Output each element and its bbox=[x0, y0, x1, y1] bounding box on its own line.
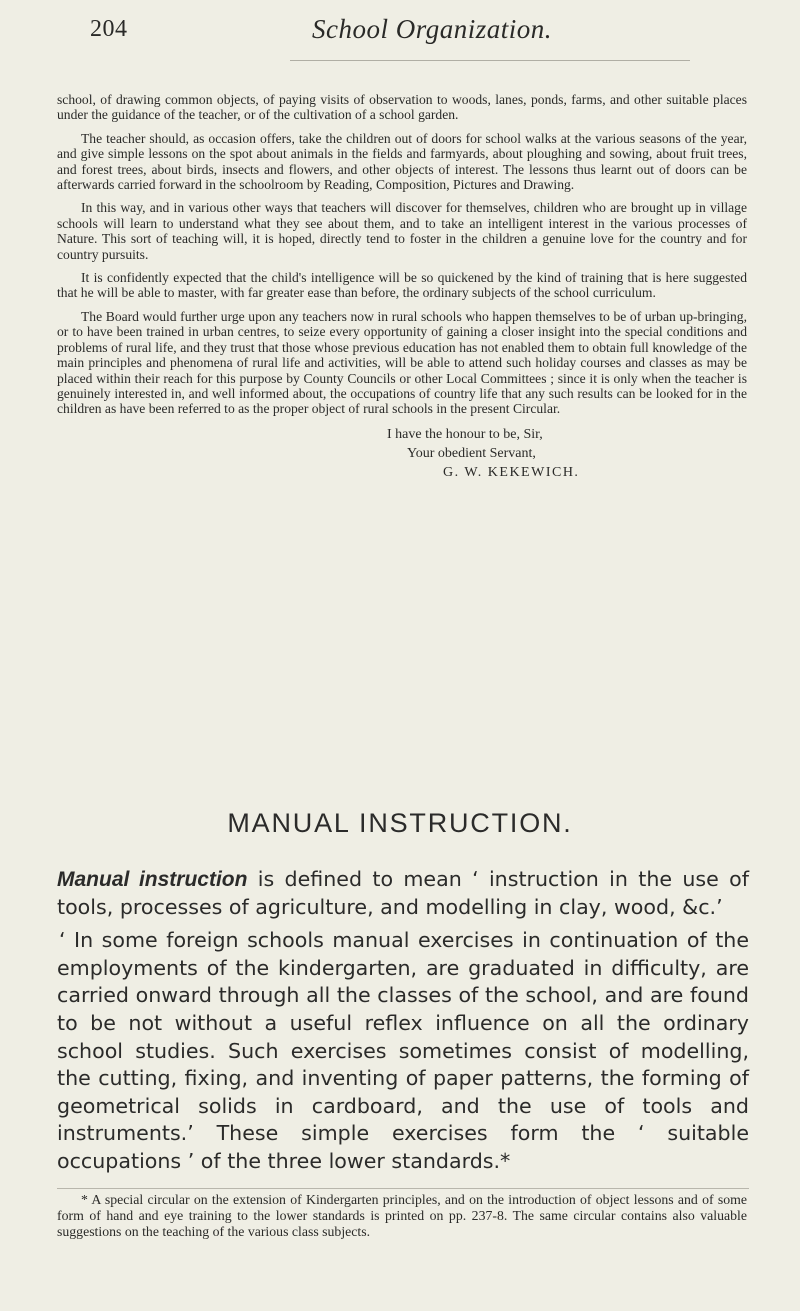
valediction-line: Your obedient Servant, bbox=[407, 445, 536, 461]
definition-text: is defined to mean ‘ instruction in the use of tools, processes of agriculture, and modelling in clay, wood, &c.’ bbox=[57, 867, 749, 919]
main-body bbox=[57, 866, 749, 1182]
main-paragraph: ‘ In some foreign schools manual exercises in continuation of the employments of the kindergarten, are graduated in difficulty, are carried onward through all the classes of the school, and are found to be not without a useful reflex influence on all the ordinary school studies. Such exercises sometimes consist of modelling, the cutting, fixing, and inventing of paper patterns, the forming of geometrical solids in cardboard, and the use of tools and instruments.’ These simple exercises form the ‘ suitable occupations ’ of the three lower standards.* bbox=[57, 928, 749, 1173]
running-header bbox=[90, 16, 700, 56]
letter-body bbox=[57, 92, 747, 482]
footnote-rule bbox=[57, 1188, 749, 1189]
letter-paragraph: It is confidently expected that the child's intelligence will be so quickened by the kind of training that is here suggested that he will be able to master, with far greater ease than before, the ordinary subjects of the school curriculum. bbox=[57, 270, 747, 301]
footnote bbox=[57, 1192, 747, 1240]
letter-signoff bbox=[57, 425, 747, 482]
section-heading: MANUAL INSTRUCTION. bbox=[227, 808, 573, 838]
header-rule bbox=[290, 60, 690, 61]
signature: G. W. KEKEWICH. bbox=[443, 464, 580, 480]
footnote-text: * A special circular on the extension of Kindergarten principles, and on the introduction of object lessons and of some form of hand and eye training to the lower standards is printed on pp. 237-8. The same circular contains also valuable suggestions on the teaching of the various class subjects. bbox=[57, 1192, 747, 1239]
letter-paragraph: The Board would further urge upon any teachers now in rural schools who happen themselves to be of urban up-bringing, or to have been trained in urban centres, to seize every opportunity of gaining a closer insight into the special conditions and problems of rural life, and they trust that those whose previous education has not enabled them to obtain full knowledge of the main principles and phenomena of rural life and activities, will be able to attend such holiday courses and classes as may be placed within their reach for this purpose by County Councils or other Local Committees ; since it is only when the teacher is genuinely interested in, and well informed about, the occupations of country life that any such results can be looked for in the children as have been referred to as the proper object of rural schools in the present Circular. bbox=[57, 308, 747, 417]
running-title: School Organization. bbox=[312, 14, 553, 44]
main-paragraph bbox=[57, 866, 749, 921]
closing-line: I have the honour to be, Sir, bbox=[387, 426, 543, 442]
page-number: 204 bbox=[90, 16, 128, 42]
letter-paragraph: In this way, and in various other ways that teachers will discover for themselves, children who are brought up in village schools will learn to understand what they see about them, and to take an intelligent interest in the various processes of Nature. This sort of teaching will, it is hoped, directly tend to foster in the children a genuine love for the country and for country pursuits. bbox=[57, 200, 747, 262]
lead-term: Manual instruction bbox=[57, 868, 248, 891]
letter-paragraph: school, of drawing common objects, of paying visits of observation to woods, lanes, ponds, farms, and other suitable places under the guidance of the teacher, or of the cultivation of a school garden. bbox=[57, 92, 747, 123]
letter-paragraph: The teacher should, as occasion offers, take the children out of doors for school walks at the various seasons of the year, and give simple lessons on the spot about animals in the fields and farmyards, about ploughing and sowing, about fruit trees, and forest trees, about birds, insects and flowers, and other objects of interest. The lessons thus learnt out of doors can be afterwards carried forward in the schoolroom by Reading, Composition, Pictures and Drawing. bbox=[57, 130, 747, 193]
